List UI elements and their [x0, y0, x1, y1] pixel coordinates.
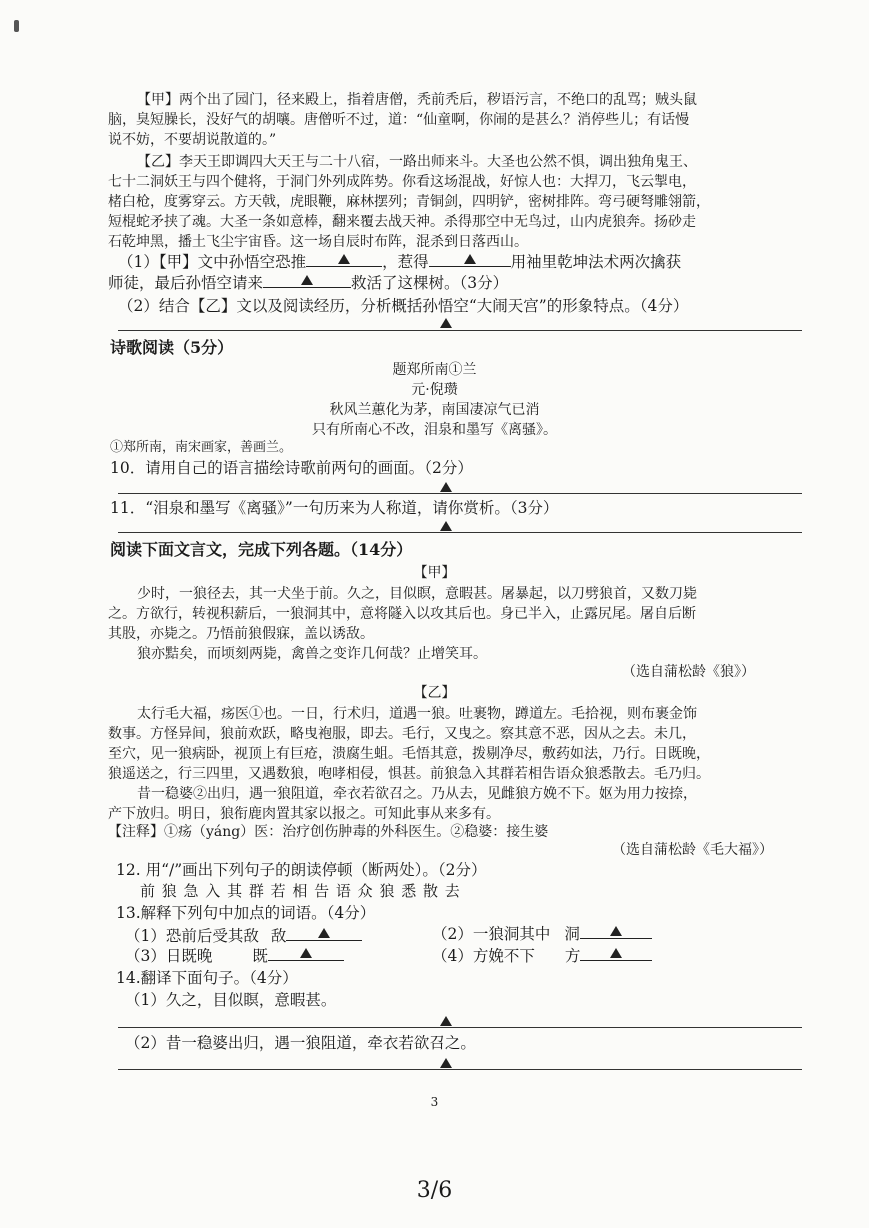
- classical-jia-line: 其股，亦毙之。乃悟前狼假寐，盖以诱敌。: [108, 626, 374, 642]
- item-text: （3）日既晚: [125, 947, 213, 965]
- poem-title: 题郑所南①兰: [392, 362, 477, 378]
- question-13-item: [125, 926, 362, 946]
- item-word: 既: [252, 947, 268, 965]
- question-11: 11．“泪泉和墨写《离骚》”一句历来为人称道，请你赏析。（3分）: [110, 499, 559, 517]
- section-title-poem: 诗歌阅读（5分）: [110, 338, 234, 357]
- question-13-item: [432, 946, 652, 966]
- item-text: （1）恐前后受其敌: [125, 927, 259, 945]
- annotation: 【注释】①疡（yáng）医：治疗创伤肿毒的外科医生。②稳婆：接生婆: [108, 824, 549, 840]
- question-14-item: （2）昔一稳婆出归，遇一狼阻道，牵衣若欲召之。: [125, 1034, 476, 1052]
- question-13-item: [125, 946, 344, 966]
- question-text: 救活了这棵树。（3分）: [351, 274, 509, 292]
- classical-yi-line: 昔一稳婆②出归，遇一狼阻道，牵衣若欲召之。乃从去，见雌狼方娩不下。妪为用力按捺，: [137, 786, 697, 802]
- classical-yi-line: 产下放归。明日，狼衔鹿肉置其家以报之。可知此事从来多有。: [108, 806, 500, 822]
- answer-line[interactable]: [118, 493, 802, 494]
- question-2: （2）结合【乙】文以及阅读经历，分析概括孙悟空“大闹天宫”的形象特点。（4分）: [118, 297, 689, 315]
- passage-yi-line: 七十二洞妖王与四个健将，于洞门外列成阵势。你看这场混战，好惊人也：大捍刀，飞云掣电，: [108, 174, 696, 190]
- question-text: ，惹得: [382, 253, 429, 271]
- classical-yi-line: 数事。方怪异间，狼前欢跃，略曳袍服，即去。毛行，又曳之。察其意不恶，因从之去。未几，: [108, 726, 696, 742]
- section-title-classical: 阅读下面文言文，完成下列各题。（14分）: [110, 540, 413, 559]
- question-1: [118, 252, 681, 272]
- answer-blank[interactable]: [580, 924, 652, 939]
- question-12: 12. 用“/”画出下列句子的朗读停顿（断两处）。（2分）: [116, 861, 487, 879]
- question-13-item: [432, 924, 652, 944]
- classical-yi-line: 太行毛大福，疡医①也。一日，行术归，道遇一狼。吐裹物，蹲道左。毛拾视，则布裹金饰: [137, 706, 697, 722]
- classical-yi-line: 狼遥送之，行三四里，又遇数狼，咆哮相侵，惧甚。前狼急入其群若相告语众狼悉散去。毛乃归。: [108, 766, 710, 782]
- question-14: 14.翻译下面句子。（4分）: [116, 969, 298, 987]
- question-1-cont: [108, 273, 508, 293]
- item-text: （4）方娩不下: [432, 947, 535, 965]
- question-text: 师徒，最后孙悟空请来: [108, 274, 264, 292]
- answer-blank[interactable]: [263, 273, 351, 288]
- question-12-sentence: 前 狼 急 入 其 群 若 相 告 语 众 狼 悉 散 去: [140, 882, 461, 900]
- poem-author: 元·倪瓒: [411, 382, 458, 398]
- classical-jia-line: 之。方欲行，转视积薪后，一狼洞其中，意将隧入以攻其后也。身已半入，止露尻尾。屠自后断: [108, 606, 696, 622]
- answer-blank[interactable]: [429, 252, 511, 267]
- question-14-item: （1）久之，目似瞑，意暇甚。: [125, 991, 337, 1009]
- answer-line[interactable]: [118, 1027, 802, 1028]
- question-text: （1）【甲】文中孙悟空恐推: [118, 253, 307, 271]
- passage-jia-line: 说不妨，不要胡说散道的。”: [108, 132, 277, 148]
- question-10: 10．请用自己的语言描绘诗歌前两句的画面。（2分）: [110, 459, 473, 477]
- poem-line: 只有所南心不改，泪泉和墨写《离骚》。: [312, 422, 557, 438]
- passage-yi-line: 短棍蛇矛挟了魂。大圣一条如意棒，翻来覆去战天神。杀得那空中无鸟过，山内虎狼奔。扬砂走: [108, 214, 696, 230]
- answer-line[interactable]: [118, 532, 802, 533]
- poem-line: 秋风兰蕙化为茅，南国凄凉气已消: [329, 402, 540, 418]
- answer-marker: [440, 521, 452, 531]
- answer-line[interactable]: [118, 1069, 802, 1070]
- scan-mark: [14, 20, 19, 32]
- classical-yi-line: 至穴，见一狼病卧，视顶上有巨疮，溃腐生蛆。毛悟其意，拨剔净尽，敷药如法，乃行。日既晚，: [108, 746, 710, 762]
- question-text: 用袖里乾坤法术两次擒获: [510, 253, 682, 271]
- answer-blank[interactable]: [286, 926, 362, 941]
- passage-jia-line: 【甲】两个出了园门，径来殿上，指着唐僧，秃前秃后，秽语污言，不绝口的乱骂；贼头鼠: [137, 92, 697, 108]
- item-word: 洞: [564, 925, 580, 943]
- answer-marker: [440, 1058, 452, 1068]
- passage-jia-line: 脑，臭短臊长，没好气的胡嚷。唐僧听不过，道：“仙童啊，你闹的是甚么？消停些儿；有话慢: [108, 112, 690, 128]
- source-citation: （选自蒲松龄《毛大福》）: [612, 842, 773, 858]
- passage-yi-line: 石乾坤黑，播土飞尘宇宙昏。这一场自辰时布阵，混杀到日落西山。: [108, 234, 528, 250]
- answer-marker: [440, 318, 452, 328]
- footer-page-indicator: 3/6: [416, 1178, 453, 1203]
- classical-jia-line: 狼亦黠矣，而顷刻两毙，禽兽之变诈几何哉？止增笑耳。: [137, 646, 487, 662]
- item-word: 敌: [270, 927, 287, 945]
- source-citation: （选自蒲松龄《狼》）: [622, 664, 755, 680]
- passage-label-yi: 【乙】: [413, 685, 456, 701]
- poem-note: ①郑所南，南宋画家，善画兰。: [110, 440, 293, 455]
- passage-yi-line: 【乙】李天王即调四大天王与二十八宿，一路出师来斗。大圣也公然不惧，调出独角鬼王、: [137, 154, 697, 170]
- answer-marker: [440, 1016, 452, 1026]
- classical-jia-line: 少时，一狼径去，其一犬坐于前。久之，目似瞑，意暇甚。屠暴起，以刀劈狼首，又数刀毙: [137, 586, 697, 602]
- passage-yi-line: 楮白枪，度雾穿云。方天戟，虎眼鞭，麻林摆列；青铜剑，四明铲，密树排阵。弯弓硬弩雕翎箭，: [108, 194, 710, 210]
- passage-label-jia: 【甲】: [413, 565, 456, 581]
- item-text: （2）一狼洞其中: [432, 925, 551, 943]
- item-word: 方: [564, 947, 581, 965]
- answer-blank[interactable]: [306, 252, 382, 267]
- answer-marker: [440, 482, 452, 492]
- answer-line[interactable]: [118, 330, 802, 331]
- page-number: 3: [430, 1095, 439, 1109]
- question-13: 13.解释下列句中加点的词语。（4分）: [116, 904, 376, 922]
- answer-blank[interactable]: [268, 946, 344, 961]
- answer-blank[interactable]: [580, 946, 652, 961]
